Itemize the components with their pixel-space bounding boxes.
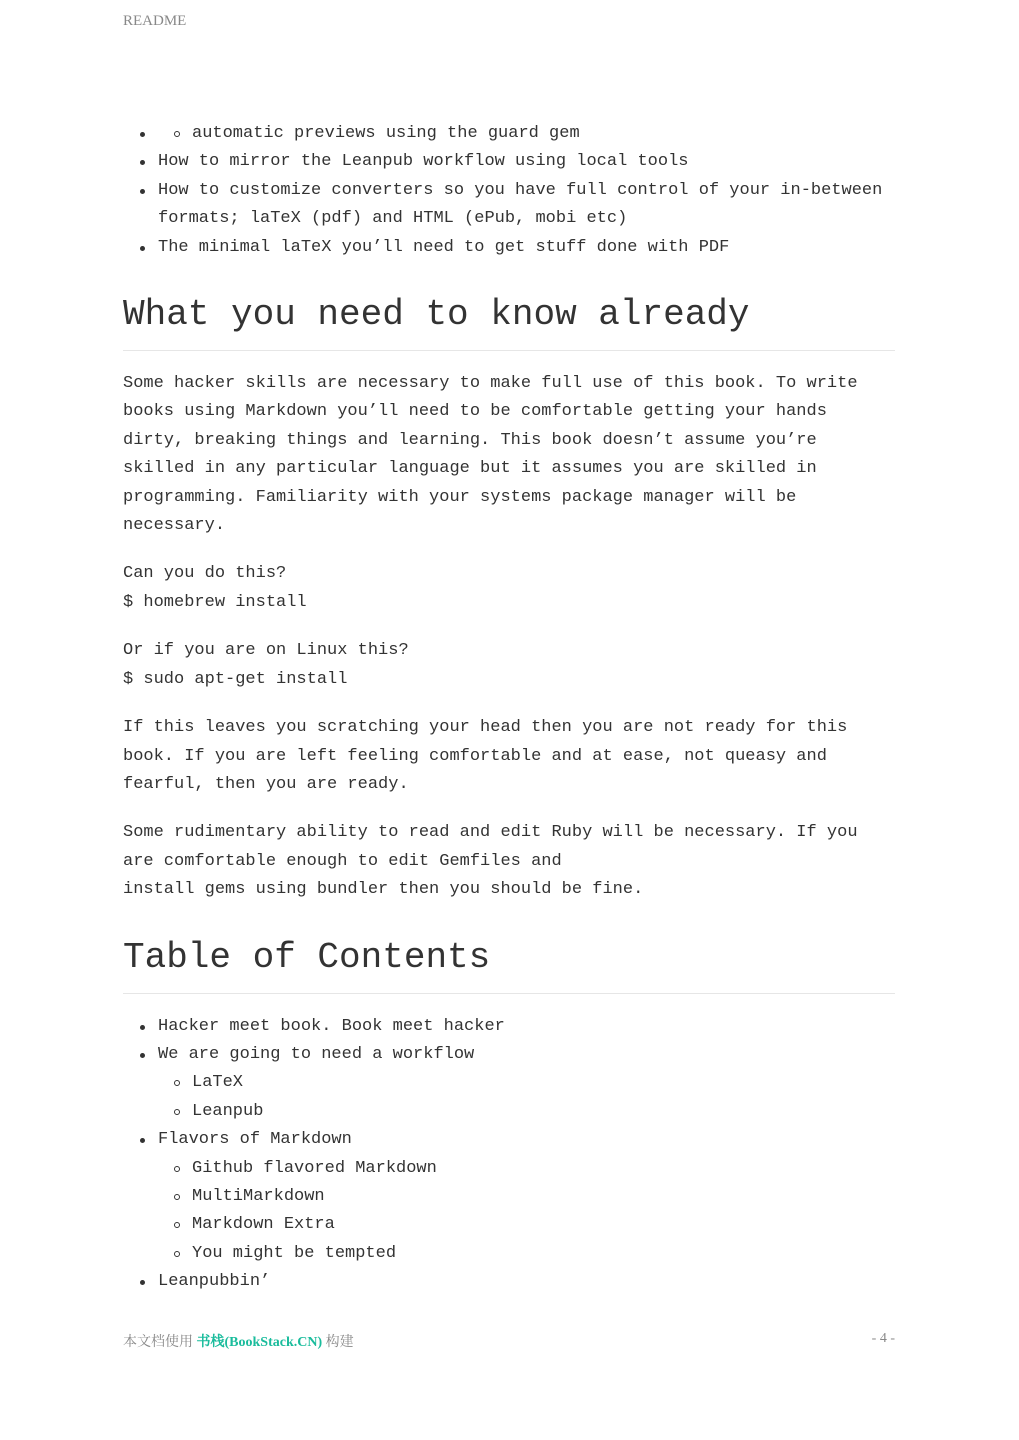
paragraph: Some hacker skills are necessary to make full use of this book. To write books using Markdown you’ll need to be comfortable getting your hands dirty, breaking things and learning. This book doesn’t assume you’re skilled in any particular language but it assumes you are skilled in programming. Familiarity with your systems package manager will be necessary.	[123, 374, 858, 536]
toc-item-label: Flavors of Markdown	[158, 1130, 352, 1150]
command-text: $ homebrew install	[123, 592, 307, 612]
toc-item	[123, 1041, 895, 1126]
toc-sub-list	[158, 1155, 895, 1269]
toc-list	[123, 1013, 895, 1297]
section-heading-what-you-need: What you need to know already	[123, 295, 895, 351]
intro-list	[123, 120, 895, 262]
toc-item: Leanpubbin’	[123, 1268, 895, 1296]
list-item: automatic previews using the guard gem	[123, 120, 895, 148]
toc-item-label: We are going to need a workflow	[158, 1044, 475, 1064]
list-item: How to customize converters so you have full control of your in-between formats; laTeX (pdf) and HTML (ePub, mobi etc)	[123, 177, 895, 234]
page-number: - 4 -	[871, 1331, 895, 1346]
paragraph: If this leaves you scratching your head then you are not ready for this book. If you are left feeling comfortable and at ease, not queasy and fearful, then you are ready.	[123, 718, 848, 794]
paragraph	[123, 560, 895, 617]
paragraph	[123, 637, 895, 694]
toc-sub-item: Markdown Extra	[158, 1211, 895, 1239]
document-content	[123, 120, 895, 1297]
list-item: How to mirror the Leanpub workflow using local tools	[123, 148, 895, 176]
toc-sub-item: MultiMarkdown	[158, 1183, 895, 1211]
toc-sub-item: Leanpub	[158, 1098, 895, 1126]
section-heading-table-of-contents: Table of Contents	[123, 938, 895, 994]
intro-sub-list	[123, 120, 895, 148]
page-footer	[123, 1331, 895, 1351]
command-text: $ sudo apt-get install	[123, 669, 348, 689]
question-text: Or if you are on Linux this?	[123, 641, 409, 661]
footer-brand-link[interactable]: 书栈(BookStack.CN)	[196, 1335, 323, 1350]
toc-item	[123, 1126, 895, 1268]
page-header-title: README	[123, 13, 187, 29]
footer-prefix: 本文档使用	[123, 1335, 197, 1350]
toc-sub-item: LaTeX	[158, 1069, 895, 1097]
toc-sub-list	[158, 1069, 895, 1126]
paragraph-line: install gems using bundler then you should be fine.	[123, 880, 644, 900]
toc-sub-item: Github flavored Markdown	[158, 1155, 895, 1183]
question-text: Can you do this?	[123, 564, 287, 584]
toc-sub-item: You might be tempted	[158, 1240, 895, 1268]
list-item: The minimal laTeX you’ll need to get stuff done with PDF	[123, 234, 895, 262]
paragraph-line: Some rudimentary ability to read and edit Ruby will be necessary. If you are comfortable enough to edit Gemfiles and	[123, 823, 858, 871]
paragraph	[123, 819, 895, 904]
footer-suffix: 构建	[322, 1335, 354, 1350]
toc-item: Hacker meet book. Book meet hacker	[123, 1013, 895, 1041]
